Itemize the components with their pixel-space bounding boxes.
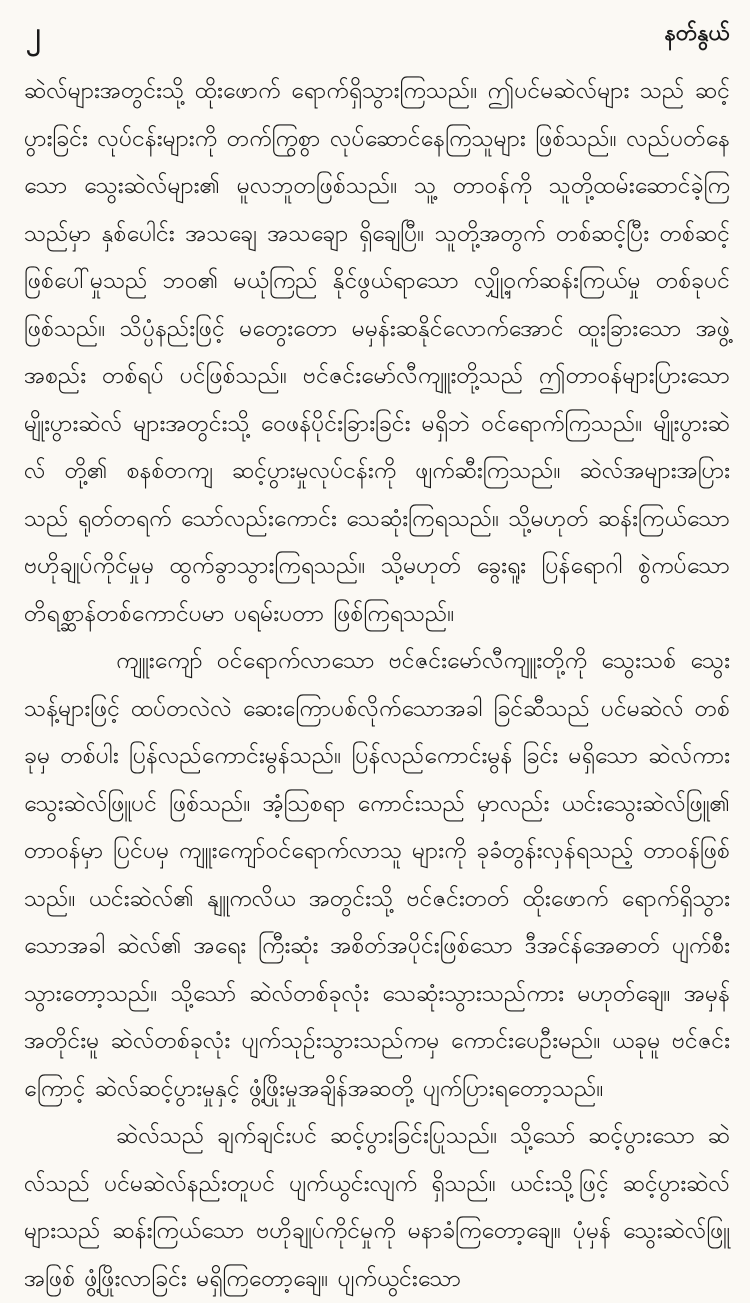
paragraph-1: ဆဲလ်များအတွင်းသို့ ထိုးဖောက် ရောက်ရှိသွားကြသည်။ ဤပင်မဆဲလ်များ သည် ဆင့်ပွားခြင်း လုပ်ငန်းများကို တက်ကြွစွာ လုပ်ဆောင်နေကြသူများ ဖြစ်သည်။ လည်ပတ်နေသော သွေးဆဲလ်များ၏ မူလဘူတဖြစ်သည်။ သူ့ တာဝန်ကို သူတို့ထမ်းဆောင်ခဲ့ကြသည်မှာ နှစ်ပေါင်း အသချေ အသချော ရှိချေပြီ။ သူတို့အတွက် တစ်ဆင့်ပြီး တစ်ဆင့် ဖြစ်ပေါ်မှုသည် ဘဝ၏ မယုံကြည် နိုင်ဖွယ်ရာသော လျှို့ဝှက်ဆန်းကြယ်မှု တစ်ခုပင်ဖြစ်သည်။ သိပ္ပံနည်းဖြင့် မတွေးတော မမှန်းဆနိုင်လောက်အောင် ထူးခြားသော အဖွဲ့အစည်း တစ်ရပ် ပင်ဖြစ်သည်။ ဗင်ဇင်းမော်လီကျူးတို့သည် ဤတာဝန်များပြားသော မျိုးပွားဆဲလ် များအတွင်းသို့ ဝေဖန်ပိုင်းခြားခြင်း မရှိဘဲ ဝင်ရောက်ကြသည်။ မျိုးပွားဆဲလ် တို့၏ စနစ်တကျ ဆင့်ပွားမှုလုပ်ငန်းကို ဖျက်ဆီးကြသည်။ ဆဲလ်အများအပြား သည် ရုတ်တရက် သော်လည်းကောင်း သေဆုံးကြရသည်။ သို့မဟုတ် ဆန်းကြယ်သော ဗဟိုချုပ်ကိုင်မှုမှ ထွက်ခွာသွားကြရသည်။ သို့မဟုတ် ခွေးရူး ပြန်ရောဂါ စွဲကပ်သော တိရစ္ဆာန်တစ်ကောင်ပမာ ပရမ်းပတာ ဖြစ်ကြရသည်။ — [24, 78, 730, 627]
paragraph-2: ကျူးကျော် ဝင်ရောက်လာသော ဗင်ဇင်းမော်လီကျူးတို့ကို သွေးသစ် သွေးသန့်များဖြင့် ထပ်တလဲလဲ ဆေးကြောပစ်လိုက်သောအခါ ခြင်ဆီသည် ပင်မဆဲလ် တစ်ခုမှ တစ်ပါး ပြန်လည်ကောင်းမွန်သည်။ ပြန်လည်ကောင်းမွန် ခြင်း မရှိသော ဆဲလ်ကား သွေးဆဲလ်ဖြူပင် ဖြစ်သည်။ အံ့သြစရာ ကောင်းသည် မှာလည်း ယင်းသွေးဆဲလ်ဖြူ၏ တာဝန်မှာ ပြင်ပမှ ကျူးကျော်ဝင်ရောက်လာသူ များကို ခုခံတွန်းလှန်ရသည့် တာဝန်ဖြစ်သည်။ ယင်းဆဲလ်၏ နျူကလိယ အတွင်းသို့ ဗင်ဇင်းတတ် ထိုးဖောက် ရောက်ရှိသွားသောအခါ ဆဲလ်၏ အရေး ကြီးဆုံး အစိတ်အပိုင်းဖြစ်သော ဒီအင်န်အေဓာတ် ပျက်စီးသွားတော့သည်။ သို့သော် ဆဲလ်တစ်ခုလုံး သေဆုံးသွားသည်ကား မဟုတ်ချေ။ အမှန်အတိုင်းမူ ဆဲလ်တစ်ခုလုံး ပျက်သုဉ်းသွားသည်ကမှ ကောင်းပေဦးမည်။ ယခုမူ ဗင်ဇင်း ကြောင့် ဆဲလ်ဆင့်ပွားမှုနှင့် ဖွံ့ဖြိုးမှုအချိန်အဆတို့ ပျက်ပြားရတော့သည်။ — [24, 648, 730, 1102]
running-title: နတ်နွယ် — [664, 21, 730, 46]
page-header — [24, 14, 730, 58]
paragraph-3: ဆဲလ်သည် ချက်ချင်းပင် ဆင့်ပွားခြင်းပြုသည်။ သို့သော် ဆင့်ပွားသော ဆဲလ်သည် ပင်မဆဲလ်နည်းတူပင် ပျက်ယွင်းလျက် ရှိသည်။ ယင်းသို့ဖြင့် ဆင့်ပွားဆဲလ်များသည် ဆန်းကြယ်သော ဗဟိုချုပ်ကိုင်မှုကို မနာခံကြတော့ချေ။ ပုံမှန် သွေးဆဲလ်ဖြူအဖြစ် ဖွံ့ဖြိုးလာခြင်း မရှိကြတော့ချေ။ ပျက်ယွင်းသော — [24, 1123, 730, 1292]
body-text — [24, 68, 730, 1303]
page-number: ၂ — [26, 16, 41, 51]
